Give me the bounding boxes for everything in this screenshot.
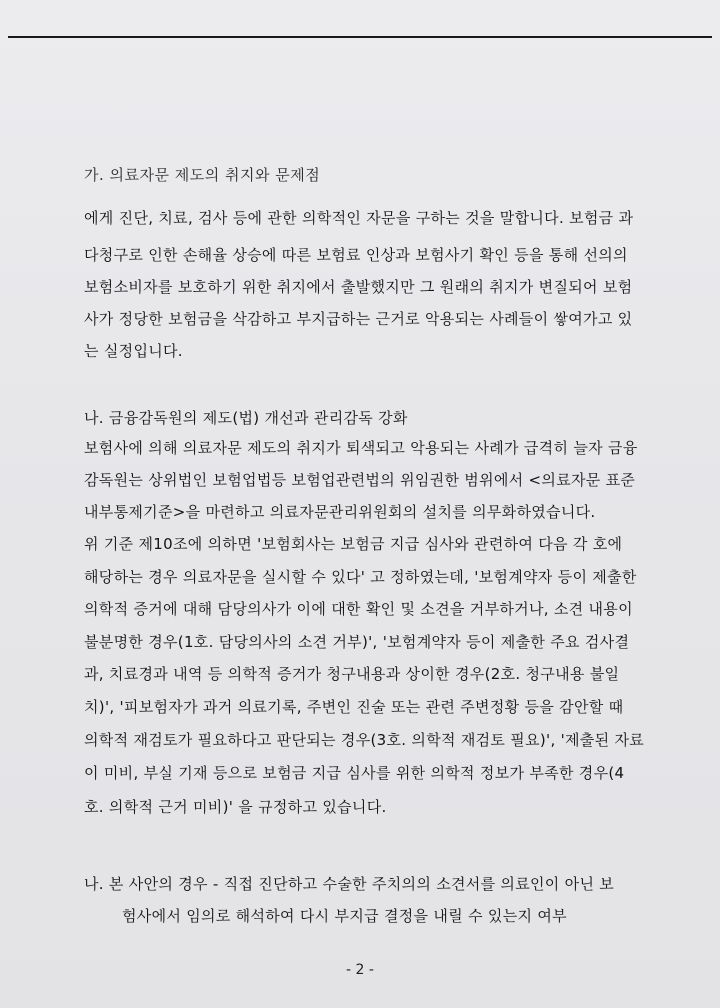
paragraph-a-line: 다청구로 인한 손해율 상승에 따른 보험료 인상과 보험사기 확인 등을 통해 선의의 — [84, 246, 628, 264]
paragraph-a-line: 에게 진단, 치료, 검사 등에 관한 의학적인 자문을 구하는 것을 말합니다. 보험금 과 — [84, 209, 634, 227]
paragraph-b-line: 해당하는 경우 의료자문을 실시할 수 있다' 고 정하였는데, '보험계약자 등이 제출한 — [84, 568, 637, 586]
top-rule — [8, 36, 712, 38]
section-b-heading: 나. 금융감독원의 제도(법) 개선과 관리감독 강화 — [84, 409, 408, 427]
paragraph-b-line: 보험사에 의해 의료자문 제도의 취지가 퇴색되고 악용되는 사례가 급격히 늘자 금융 — [84, 439, 638, 457]
paragraph-b-line: 과, 치료경과 내역 등 의학적 증거가 청구내용과 상이한 경우(2호. 청구내용 불일 — [84, 665, 620, 683]
section-c-heading-continuation: 험사에서 임의로 해석하여 다시 부지급 결정을 내릴 수 있는지 여부 — [122, 907, 567, 925]
paragraph-b-line: 의학적 재검토가 필요하다고 판단되는 경우(3호. 의학적 재검토 필요)', '제출된 자료 — [84, 731, 645, 749]
cut-off-heading: 가. 의료자문 제도의 취지와 문제점 — [84, 166, 321, 182]
paragraph-b-line: 내부통제기준>을 마련하고 의료자문관리위원회의 설치를 의무화하였습니다. — [84, 503, 596, 521]
paragraph-a-line: 는 실정입니다. — [84, 342, 183, 360]
paragraph-b-line: 불분명한 경우(1호. 담당의사의 소견 거부)', '보험계약자 등이 제출한 주요 검사결 — [84, 633, 630, 651]
paragraph-a-line: 보험소비자를 보호하기 위한 취지에서 출발했지만 그 원래의 취지가 변질되어 보험 — [84, 278, 633, 296]
paragraph-b-line: 호. 의학적 근거 미비)' 을 규정하고 있습니다. — [84, 798, 387, 816]
page-number: - 2 - — [346, 962, 374, 978]
paragraph-b-line: 치)', '피보험자가 과거 의료기록, 주변인 진술 또는 관련 주변정황 등을 감안할 때 — [84, 698, 624, 716]
section-c-heading: 나. 본 사안의 경우 - 직접 진단하고 수술한 주치의의 소견서를 의료인이 아닌 보 — [84, 875, 615, 893]
paragraph-b-line: 이 미비, 부실 기재 등으로 보험금 지급 심사를 위한 의학적 정보가 부족한 경우(4 — [84, 764, 625, 782]
paragraph-b-line: 감독원는 상위법인 보험업법등 보험업관련법의 위임권한 범위에서 <의료자문 표준 — [84, 471, 636, 489]
paragraph-b-line: 위 기준 제10조에 의하면 '보험회사는 보험금 지급 심사와 관련하여 다음 각 호에 — [84, 535, 623, 553]
paragraph-a-line: 사가 정당한 보험금을 삭감하고 부지급하는 근거로 악용되는 사례들이 쌓여가고 있 — [84, 310, 633, 328]
paragraph-b-line: 의학적 증거에 대해 담당의사가 이에 대한 확인 및 소견을 거부하거나, 소견 내용이 — [84, 600, 633, 618]
